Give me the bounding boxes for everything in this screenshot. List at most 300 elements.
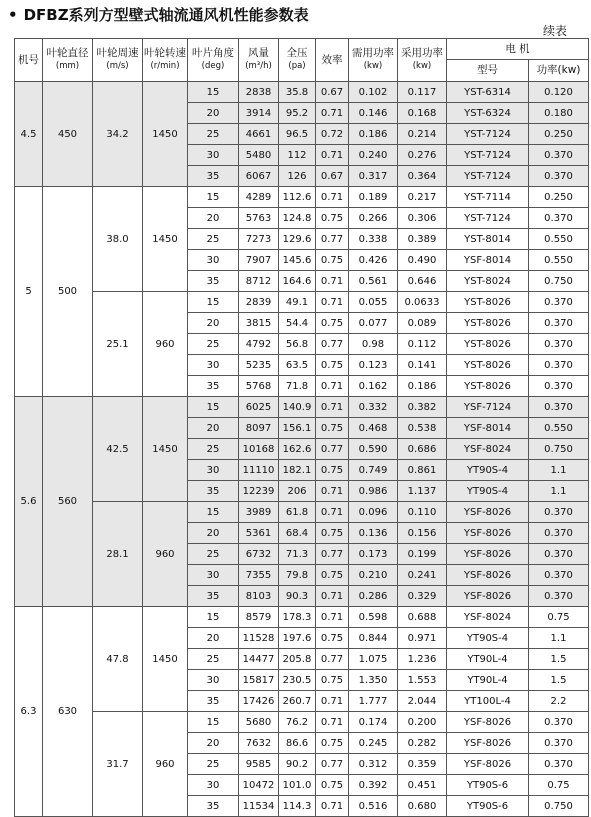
req-power-cell: 1.350 (349, 670, 398, 691)
pressure-cell: 164.6 (279, 271, 316, 292)
req-power-cell: 0.468 (349, 418, 398, 439)
motor-power-cell: 0.370 (529, 208, 589, 229)
motor-model-cell: YST-6314 (447, 82, 529, 103)
used-power-cell: 0.971 (398, 628, 447, 649)
pressure-cell: 76.2 (279, 712, 316, 733)
motor-model-cell: YST-7124 (447, 208, 529, 229)
efficiency-cell: 0.71 (316, 712, 349, 733)
efficiency-cell: 0.75 (316, 250, 349, 271)
motor-power-cell: 0.370 (529, 397, 589, 418)
tip-speed-cell: 47.8 (93, 607, 143, 712)
pressure-cell: 260.7 (279, 691, 316, 712)
blade-angle-cell: 30 (188, 670, 239, 691)
req-power-cell: 0.516 (349, 796, 398, 817)
motor-power-cell: 0.370 (529, 544, 589, 565)
used-power-cell: 0.110 (398, 502, 447, 523)
efficiency-cell: 0.71 (316, 376, 349, 397)
efficiency-cell: 0.71 (316, 271, 349, 292)
used-power-cell: 0.490 (398, 250, 447, 271)
tip-speed-cell: 38.0 (93, 187, 143, 292)
used-power-cell: 0.241 (398, 565, 447, 586)
blade-angle-cell: 35 (188, 481, 239, 502)
efficiency-cell: 0.71 (316, 103, 349, 124)
table-header (15, 39, 589, 82)
impeller-dia-cell: 500 (43, 187, 93, 397)
req-power-cell: 0.174 (349, 712, 398, 733)
machine-no-cell: 6.3 (15, 607, 43, 817)
performance-table (14, 38, 589, 817)
blade-angle-cell: 15 (188, 502, 239, 523)
impeller-dia-cell: 450 (43, 82, 93, 187)
motor-power-cell: 0.370 (529, 292, 589, 313)
req-power-cell: 0.162 (349, 376, 398, 397)
used-power-cell: 1.137 (398, 481, 447, 502)
table-row (15, 292, 589, 313)
used-power-cell: 0.112 (398, 334, 447, 355)
blade-angle-cell: 35 (188, 796, 239, 817)
pressure-cell: 63.5 (279, 355, 316, 376)
motor-power-cell: 0.550 (529, 250, 589, 271)
motor-model-cell: YT90S-4 (447, 628, 529, 649)
motor-model-cell: YSF-8014 (447, 418, 529, 439)
motor-power-cell: 0.550 (529, 229, 589, 250)
pressure-cell: 129.6 (279, 229, 316, 250)
motor-model-cell: YSF-8026 (447, 523, 529, 544)
pressure-cell: 112 (279, 145, 316, 166)
header-tip-speed: 叶轮周速 (m/s) (93, 39, 143, 82)
motor-model-cell: YSF-8026 (447, 565, 529, 586)
header-machine-no: 机号 (15, 39, 43, 82)
used-power-cell: 0.364 (398, 166, 447, 187)
airflow-cell: 2838 (239, 82, 279, 103)
motor-power-cell: 0.750 (529, 271, 589, 292)
motor-model-cell: YSF-8026 (447, 754, 529, 775)
header-motor: 电 机 (447, 39, 589, 60)
pressure-cell: 68.4 (279, 523, 316, 544)
header-pressure: 全压 (pa) (279, 39, 316, 82)
req-power-cell: 0.146 (349, 103, 398, 124)
used-power-cell: 0.282 (398, 733, 447, 754)
motor-power-cell: 0.370 (529, 145, 589, 166)
header-rot-speed: 叶轮转速 (r/min) (143, 39, 188, 82)
motor-model-cell: YST-8026 (447, 355, 529, 376)
used-power-cell: 0.646 (398, 271, 447, 292)
efficiency-cell: 0.72 (316, 124, 349, 145)
req-power-cell: 0.561 (349, 271, 398, 292)
header-used-power: 采用功率 (kw) (398, 39, 447, 82)
airflow-cell: 9585 (239, 754, 279, 775)
airflow-cell: 5235 (239, 355, 279, 376)
table-row (15, 607, 589, 628)
used-power-cell: 0.451 (398, 775, 447, 796)
efficiency-cell: 0.71 (316, 292, 349, 313)
efficiency-cell: 0.71 (316, 691, 349, 712)
motor-model-cell: YSF-8026 (447, 586, 529, 607)
used-power-cell: 0.168 (398, 103, 447, 124)
continued-label: 续表 (543, 24, 568, 38)
req-power-cell: 0.123 (349, 355, 398, 376)
used-power-cell: 0.688 (398, 607, 447, 628)
motor-power-cell: 0.370 (529, 376, 589, 397)
req-power-cell: 0.245 (349, 733, 398, 754)
airflow-cell: 5680 (239, 712, 279, 733)
used-power-cell: 0.214 (398, 124, 447, 145)
req-power-cell: 0.338 (349, 229, 398, 250)
motor-model-cell: YST-8026 (447, 292, 529, 313)
efficiency-cell: 0.71 (316, 796, 349, 817)
motor-model-cell: YST-7124 (447, 124, 529, 145)
efficiency-cell: 0.77 (316, 229, 349, 250)
pressure-cell: 178.3 (279, 607, 316, 628)
efficiency-cell: 0.67 (316, 82, 349, 103)
motor-power-cell: 0.120 (529, 82, 589, 103)
header-efficiency: 效率 (316, 39, 349, 82)
motor-power-cell: 1.5 (529, 649, 589, 670)
airflow-cell: 3815 (239, 313, 279, 334)
motor-power-cell: 0.370 (529, 733, 589, 754)
blade-angle-cell: 35 (188, 166, 239, 187)
motor-model-cell: YT90L-4 (447, 670, 529, 691)
motor-model-cell: YST-8024 (447, 271, 529, 292)
req-power-cell: 0.332 (349, 397, 398, 418)
machine-no-cell: 5.6 (15, 397, 43, 607)
pressure-cell: 101.0 (279, 775, 316, 796)
blade-angle-cell: 15 (188, 607, 239, 628)
motor-power-cell: 1.1 (529, 460, 589, 481)
motor-power-cell: 0.180 (529, 103, 589, 124)
blade-angle-cell: 20 (188, 523, 239, 544)
pressure-cell: 86.6 (279, 733, 316, 754)
used-power-cell: 0.089 (398, 313, 447, 334)
req-power-cell: 0.096 (349, 502, 398, 523)
page-title (8, 4, 309, 25)
req-power-cell: 1.777 (349, 691, 398, 712)
blade-angle-cell: 20 (188, 313, 239, 334)
blade-angle-cell: 15 (188, 187, 239, 208)
airflow-cell: 5763 (239, 208, 279, 229)
used-power-cell: 0.117 (398, 82, 447, 103)
rot-speed-cell: 960 (143, 712, 188, 817)
pressure-cell: 35.8 (279, 82, 316, 103)
efficiency-cell: 0.71 (316, 481, 349, 502)
used-power-cell: 0.686 (398, 439, 447, 460)
motor-model-cell: YT90L-4 (447, 649, 529, 670)
used-power-cell: 1.553 (398, 670, 447, 691)
blade-angle-cell: 30 (188, 145, 239, 166)
motor-power-cell: 0.370 (529, 355, 589, 376)
airflow-cell: 11528 (239, 628, 279, 649)
efficiency-cell: 0.77 (316, 334, 349, 355)
tip-speed-cell: 28.1 (93, 502, 143, 607)
motor-power-cell: 0.370 (529, 334, 589, 355)
header-blade-angle: 叶片角度 (deg) (188, 39, 239, 82)
motor-power-cell: 0.75 (529, 607, 589, 628)
blade-angle-cell: 15 (188, 292, 239, 313)
pressure-cell: 96.5 (279, 124, 316, 145)
pressure-cell: 197.6 (279, 628, 316, 649)
airflow-cell: 8579 (239, 607, 279, 628)
motor-power-cell: 0.250 (529, 187, 589, 208)
blade-angle-cell: 15 (188, 712, 239, 733)
airflow-cell: 6067 (239, 166, 279, 187)
motor-power-cell: 0.370 (529, 712, 589, 733)
impeller-dia-cell: 560 (43, 397, 93, 607)
req-power-cell: 0.317 (349, 166, 398, 187)
motor-power-cell: 1.1 (529, 481, 589, 502)
table-body (15, 82, 589, 817)
machine-no-cell: 4.5 (15, 82, 43, 187)
pressure-cell: 79.8 (279, 565, 316, 586)
motor-model-cell: YST-8026 (447, 313, 529, 334)
blade-angle-cell: 30 (188, 250, 239, 271)
efficiency-cell: 0.75 (316, 418, 349, 439)
motor-power-cell: 0.250 (529, 124, 589, 145)
blade-angle-cell: 25 (188, 439, 239, 460)
motor-model-cell: YST-7124 (447, 145, 529, 166)
pressure-cell: 206 (279, 481, 316, 502)
efficiency-cell: 0.75 (316, 460, 349, 481)
tip-speed-cell: 31.7 (93, 712, 143, 817)
airflow-cell: 17426 (239, 691, 279, 712)
rot-speed-cell: 1450 (143, 82, 188, 187)
efficiency-cell: 0.77 (316, 649, 349, 670)
blade-angle-cell: 30 (188, 460, 239, 481)
motor-model-cell: YST-7114 (447, 187, 529, 208)
airflow-cell: 10472 (239, 775, 279, 796)
req-power-cell: 0.598 (349, 607, 398, 628)
efficiency-cell: 0.75 (316, 565, 349, 586)
airflow-cell: 4289 (239, 187, 279, 208)
motor-power-cell: 0.370 (529, 586, 589, 607)
tip-speed-cell: 25.1 (93, 292, 143, 397)
motor-power-cell: 0.75 (529, 775, 589, 796)
motor-model-cell: YSF-8026 (447, 502, 529, 523)
motor-power-cell: 1.5 (529, 670, 589, 691)
pressure-cell: 71.8 (279, 376, 316, 397)
blade-angle-cell: 20 (188, 103, 239, 124)
airflow-cell: 3989 (239, 502, 279, 523)
motor-model-cell: YSF-8014 (447, 250, 529, 271)
airflow-cell: 7273 (239, 229, 279, 250)
req-power-cell: 0.186 (349, 124, 398, 145)
motor-model-cell: YT90S-6 (447, 775, 529, 796)
blade-angle-cell: 35 (188, 376, 239, 397)
efficiency-cell: 0.71 (316, 502, 349, 523)
table-row (15, 397, 589, 418)
header-req-power: 需用功率 (kw) (349, 39, 398, 82)
blade-angle-cell: 25 (188, 334, 239, 355)
req-power-cell: 0.98 (349, 334, 398, 355)
used-power-cell: 0.217 (398, 187, 447, 208)
pressure-cell: 49.1 (279, 292, 316, 313)
blade-angle-cell: 25 (188, 649, 239, 670)
pressure-cell: 156.1 (279, 418, 316, 439)
motor-model-cell: YT90S-4 (447, 481, 529, 502)
pressure-cell: 90.2 (279, 754, 316, 775)
req-power-cell: 0.312 (349, 754, 398, 775)
airflow-cell: 8103 (239, 586, 279, 607)
req-power-cell: 0.240 (349, 145, 398, 166)
airflow-cell: 14477 (239, 649, 279, 670)
efficiency-cell: 0.71 (316, 586, 349, 607)
pressure-cell: 56.8 (279, 334, 316, 355)
motor-model-cell: YST-8014 (447, 229, 529, 250)
airflow-cell: 4792 (239, 334, 279, 355)
motor-power-cell: 1.1 (529, 628, 589, 649)
motor-power-cell: 0.370 (529, 565, 589, 586)
table-row (15, 502, 589, 523)
efficiency-cell: 0.77 (316, 754, 349, 775)
req-power-cell: 0.986 (349, 481, 398, 502)
impeller-dia-cell: 630 (43, 607, 93, 817)
header-model: 型号 (447, 60, 529, 82)
motor-power-cell: 0.370 (529, 502, 589, 523)
pressure-cell: 114.3 (279, 796, 316, 817)
pressure-cell: 140.9 (279, 397, 316, 418)
used-power-cell: 1.236 (398, 649, 447, 670)
req-power-cell: 0.392 (349, 775, 398, 796)
blade-angle-cell: 25 (188, 229, 239, 250)
airflow-cell: 3914 (239, 103, 279, 124)
pressure-cell: 61.8 (279, 502, 316, 523)
airflow-cell: 11534 (239, 796, 279, 817)
used-power-cell: 0.199 (398, 544, 447, 565)
efficiency-cell: 0.71 (316, 607, 349, 628)
motor-model-cell: YSF-8024 (447, 439, 529, 460)
efficiency-cell: 0.75 (316, 775, 349, 796)
pressure-cell: 124.8 (279, 208, 316, 229)
blade-angle-cell: 30 (188, 355, 239, 376)
efficiency-cell: 0.75 (316, 523, 349, 544)
req-power-cell: 0.210 (349, 565, 398, 586)
used-power-cell: 0.141 (398, 355, 447, 376)
pressure-cell: 54.4 (279, 313, 316, 334)
pressure-cell: 95.2 (279, 103, 316, 124)
airflow-cell: 7632 (239, 733, 279, 754)
req-power-cell: 0.189 (349, 187, 398, 208)
motor-model-cell: YST-8026 (447, 376, 529, 397)
efficiency-cell: 0.77 (316, 439, 349, 460)
blade-angle-cell: 30 (188, 775, 239, 796)
blade-angle-cell: 15 (188, 82, 239, 103)
pressure-cell: 162.6 (279, 439, 316, 460)
rot-speed-cell: 1450 (143, 187, 188, 292)
motor-model-cell: YT100L-4 (447, 691, 529, 712)
req-power-cell: 0.844 (349, 628, 398, 649)
blade-angle-cell: 25 (188, 124, 239, 145)
pressure-cell: 230.5 (279, 670, 316, 691)
table-row (15, 82, 589, 103)
used-power-cell: 0.538 (398, 418, 447, 439)
machine-no-cell: 5 (15, 187, 43, 397)
used-power-cell: 0.276 (398, 145, 447, 166)
efficiency-cell: 0.75 (316, 208, 349, 229)
blade-angle-cell: 20 (188, 208, 239, 229)
req-power-cell: 0.173 (349, 544, 398, 565)
blade-angle-cell: 20 (188, 418, 239, 439)
blade-angle-cell: 30 (188, 565, 239, 586)
airflow-cell: 2839 (239, 292, 279, 313)
motor-model-cell: YST-7124 (447, 166, 529, 187)
motor-model-cell: YST-8026 (447, 334, 529, 355)
motor-model-cell: YT90S-4 (447, 460, 529, 481)
blade-angle-cell: 25 (188, 754, 239, 775)
motor-model-cell: YSF-7124 (447, 397, 529, 418)
airflow-cell: 7907 (239, 250, 279, 271)
blade-angle-cell: 35 (188, 271, 239, 292)
used-power-cell: 0.0633 (398, 292, 447, 313)
airflow-cell: 6732 (239, 544, 279, 565)
pressure-cell: 90.3 (279, 586, 316, 607)
airflow-cell: 8097 (239, 418, 279, 439)
header-motor-power: 功率(kw) (529, 60, 589, 82)
pressure-cell: 205.8 (279, 649, 316, 670)
title-text: DFBZ系列方型壁式轴流通风机性能参数表 (23, 6, 309, 24)
airflow-cell: 4661 (239, 124, 279, 145)
airflow-cell: 5768 (239, 376, 279, 397)
rot-speed-cell: 1450 (143, 607, 188, 712)
tip-speed-cell: 34.2 (93, 82, 143, 187)
motor-power-cell: 0.370 (529, 754, 589, 775)
efficiency-cell: 0.75 (316, 355, 349, 376)
req-power-cell: 0.136 (349, 523, 398, 544)
tip-speed-cell: 42.5 (93, 397, 143, 502)
motor-power-cell: 0.750 (529, 796, 589, 817)
airflow-cell: 10168 (239, 439, 279, 460)
motor-power-cell: 0.370 (529, 166, 589, 187)
motor-power-cell: 0.370 (529, 313, 589, 334)
pressure-cell: 145.6 (279, 250, 316, 271)
efficiency-cell: 0.75 (316, 313, 349, 334)
blade-angle-cell: 25 (188, 544, 239, 565)
blade-angle-cell: 35 (188, 586, 239, 607)
motor-model-cell: YSF-8026 (447, 544, 529, 565)
airflow-cell: 6025 (239, 397, 279, 418)
pressure-cell: 126 (279, 166, 316, 187)
used-power-cell: 2.044 (398, 691, 447, 712)
efficiency-cell: 0.75 (316, 628, 349, 649)
motor-power-cell: 0.370 (529, 523, 589, 544)
req-power-cell: 0.286 (349, 586, 398, 607)
req-power-cell: 0.077 (349, 313, 398, 334)
table-row (15, 187, 589, 208)
pressure-cell: 112.6 (279, 187, 316, 208)
airflow-cell: 11110 (239, 460, 279, 481)
header-impeller-dia: 叶轮直径 (mm) (43, 39, 93, 82)
used-power-cell: 0.382 (398, 397, 447, 418)
rot-speed-cell: 960 (143, 292, 188, 397)
used-power-cell: 0.680 (398, 796, 447, 817)
blade-angle-cell: 35 (188, 691, 239, 712)
used-power-cell: 0.329 (398, 586, 447, 607)
req-power-cell: 0.426 (349, 250, 398, 271)
req-power-cell: 0.590 (349, 439, 398, 460)
efficiency-cell: 0.75 (316, 733, 349, 754)
motor-model-cell: YT90S-6 (447, 796, 529, 817)
rot-speed-cell: 960 (143, 502, 188, 607)
airflow-cell: 12239 (239, 481, 279, 502)
efficiency-cell: 0.77 (316, 544, 349, 565)
used-power-cell: 0.156 (398, 523, 447, 544)
motor-power-cell: 2.2 (529, 691, 589, 712)
airflow-cell: 5480 (239, 145, 279, 166)
efficiency-cell: 0.75 (316, 670, 349, 691)
pressure-cell: 182.1 (279, 460, 316, 481)
req-power-cell: 1.075 (349, 649, 398, 670)
pressure-cell: 71.3 (279, 544, 316, 565)
efficiency-cell: 0.71 (316, 397, 349, 418)
efficiency-cell: 0.71 (316, 187, 349, 208)
